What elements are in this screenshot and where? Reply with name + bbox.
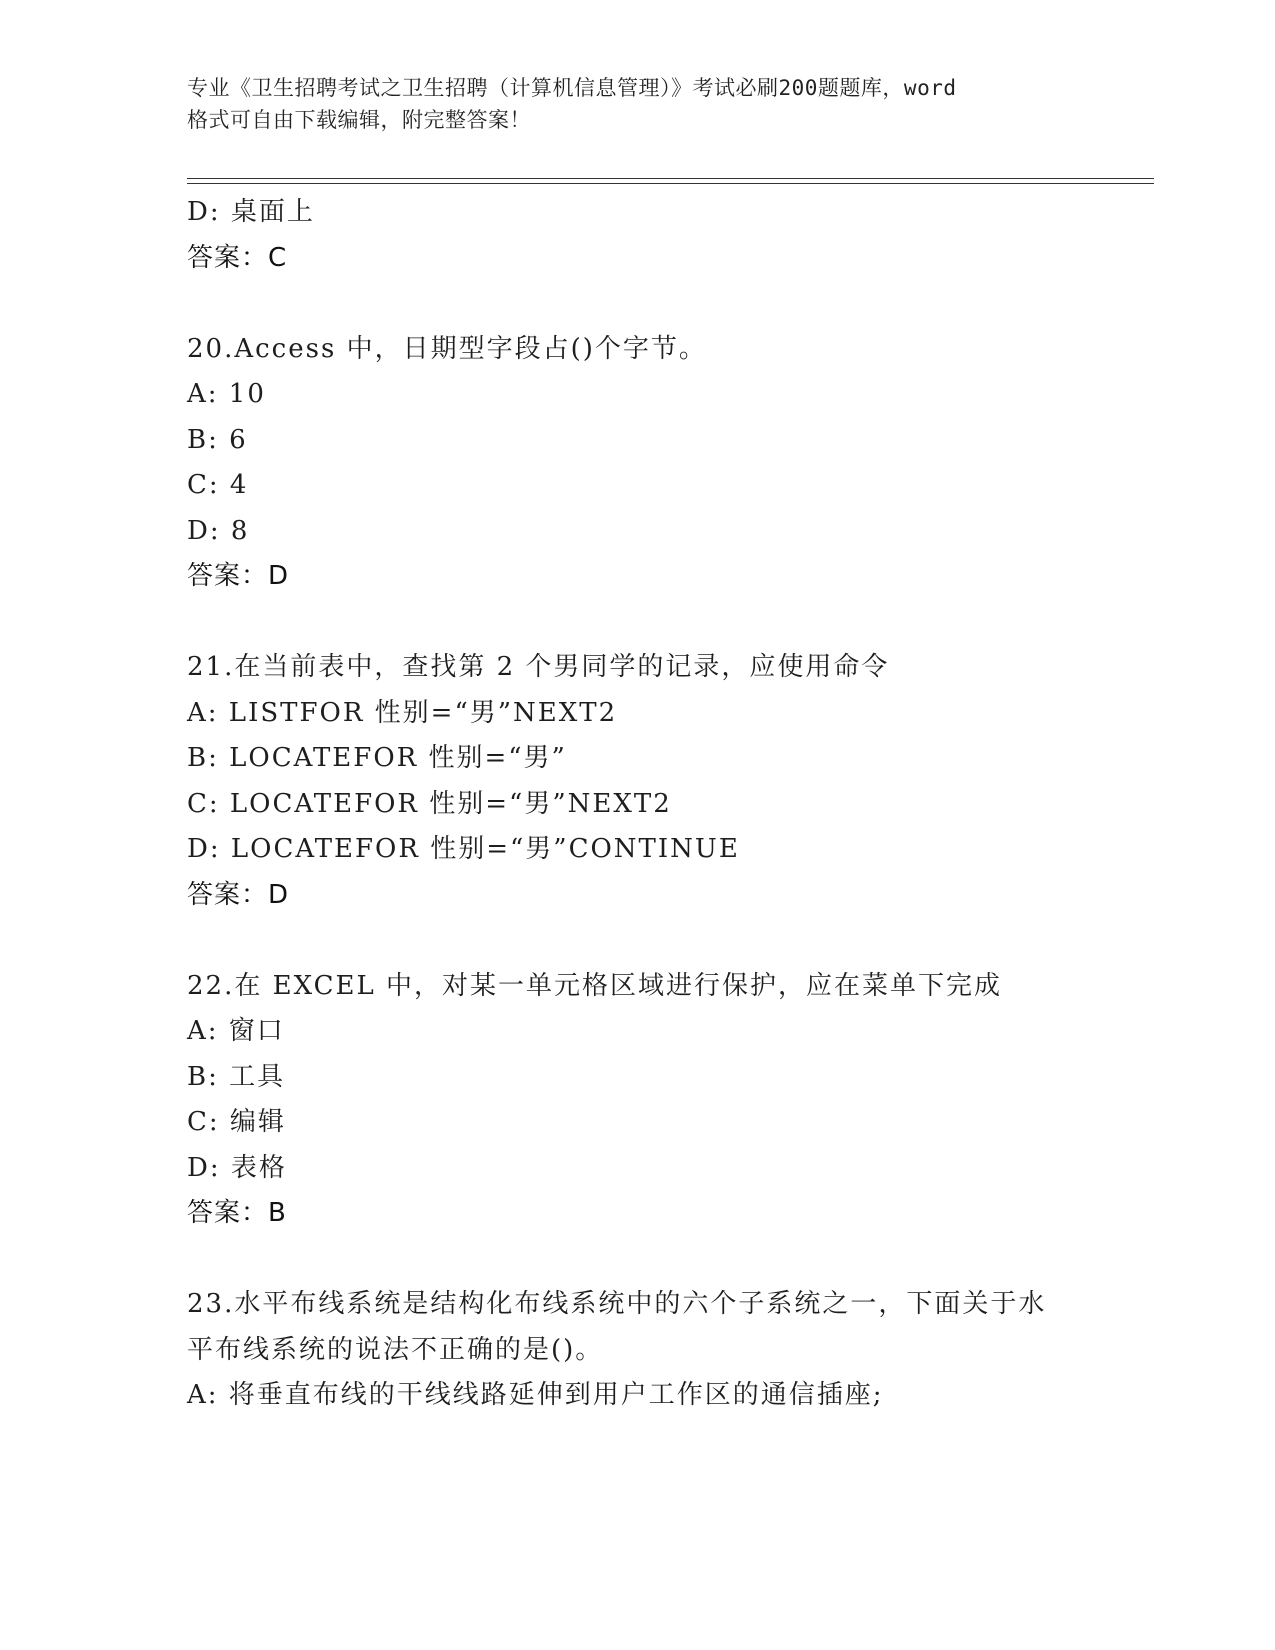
option-c: C: 4	[187, 470, 249, 500]
option-b: B: LOCATEFOR 性别=“男”	[187, 743, 567, 773]
question-stem: 20.Access 中，日期型字段占()个字节。	[187, 333, 707, 364]
header-divider-bottom	[187, 183, 1154, 184]
option-d: D: 表格	[187, 1152, 287, 1183]
option-d: D: 8	[187, 515, 250, 546]
option-d: D: 桌面上	[187, 197, 315, 227]
document-body	[187, 190, 1147, 1419]
question-stem: 21.在当前表中，查找第 2 个男同学的记录，应使用命令	[187, 652, 890, 682]
header-line-2: 格式可自由下载编辑，附完整答案！	[187, 108, 531, 132]
option-a: A: LISTFOR 性别=“男”NEXT2	[187, 697, 618, 728]
option-c: C: 编辑	[187, 1107, 286, 1137]
option-a: A: 将垂直布线的干线线路延伸到用户工作区的通信插座;	[187, 1380, 884, 1410]
answer-line: 答案：B	[187, 1198, 287, 1228]
document-header	[187, 72, 1087, 136]
option-a: A: 10	[187, 379, 266, 409]
option-c: C: LOCATEFOR 性别=“男”NEXT2	[187, 788, 672, 819]
answer-line: 答案：C	[187, 242, 288, 273]
option-d: D: LOCATEFOR 性别=“男”CONTINUE	[187, 834, 740, 864]
header-divider-top	[187, 178, 1154, 179]
option-b: B: 6	[187, 424, 248, 455]
option-b: B: 工具	[187, 1061, 286, 1092]
answer-line: 答案：D	[187, 879, 290, 910]
question-stem: 22.在 EXCEL 中，对某一单元格区域进行保护，应在菜单下完成	[187, 970, 1003, 1001]
option-a: A: 窗口	[187, 1016, 285, 1046]
question-stem-line-2: 平布线系统的说法不正确的是()。	[187, 1334, 604, 1365]
question-stem-line-1: 23.水平布线系统是结构化布线系统中的六个子系统之一，下面关于水	[187, 1289, 1047, 1319]
answer-line: 答案：D	[187, 561, 290, 591]
header-line-1: 专业《卫生招聘考试之卫生招聘（计算机信息管理）》考试必刷200题题库，word	[187, 76, 957, 100]
